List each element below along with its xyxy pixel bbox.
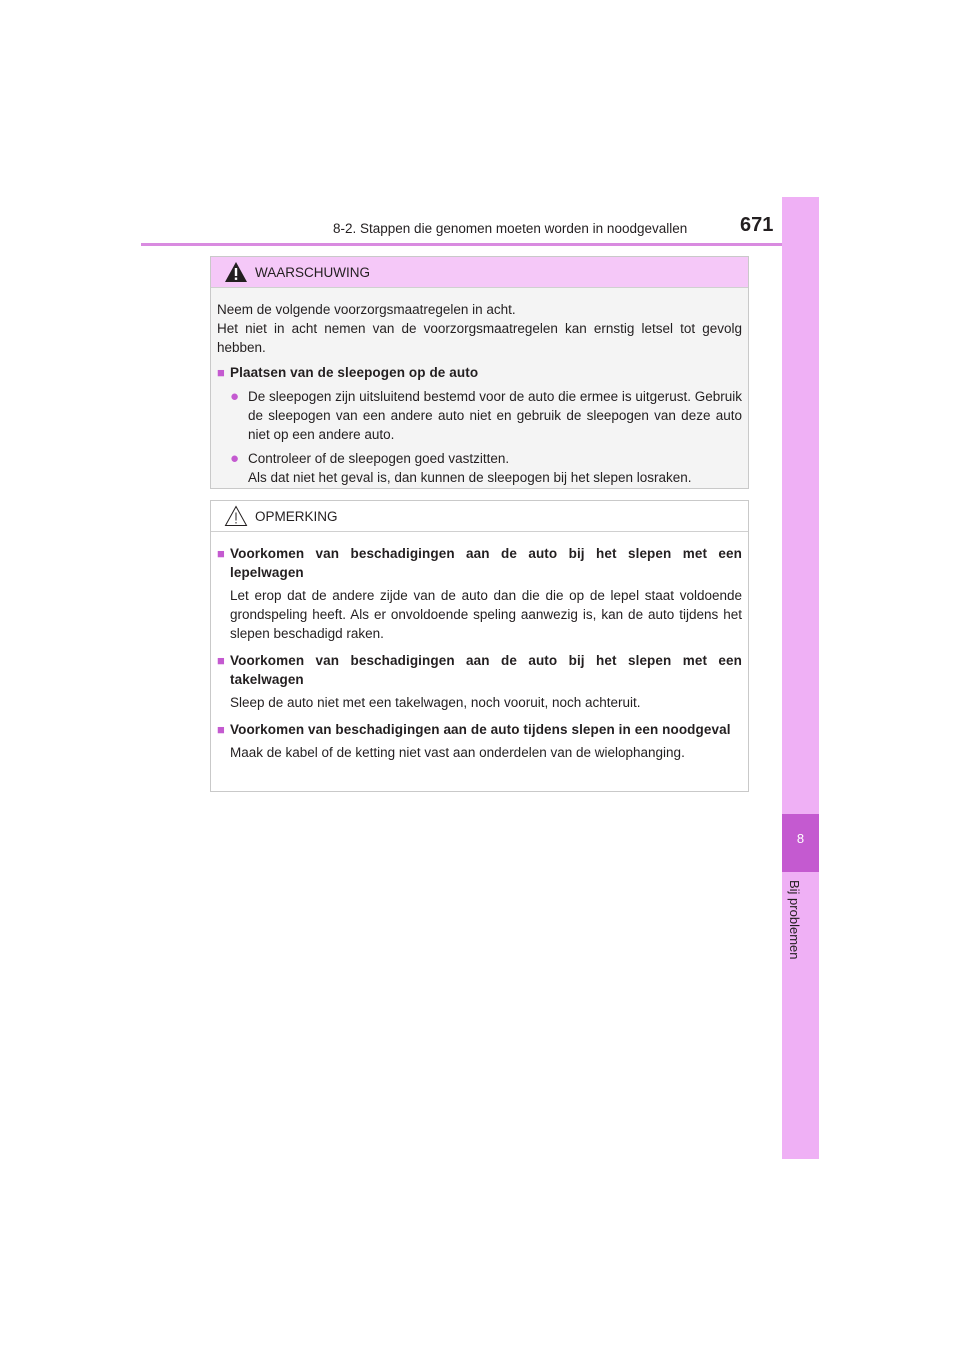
circle-bullet-icon: ● bbox=[230, 450, 240, 467]
chapter-number: 8 bbox=[796, 831, 805, 846]
warning-bullet-text: De sleepogen zijn uitsluitend bestemd voor de auto die ermee is uitgerust. Gebruik de sleepogen van een andere auto niet en gebruik de sleepogen van deze auto niet op een andere auto. bbox=[248, 389, 742, 442]
notice-text: Sleep de auto niet met een takelwagen, noch vooruit, noch achteruit. bbox=[230, 695, 641, 710]
notice-text: Maak de kabel of de ketting niet vast aan onderdelen van de wielophanging. bbox=[230, 745, 685, 760]
notice-heading-text: Voorkomen van beschadigingen aan de auto bij het slepen met een lepelwagen bbox=[230, 546, 742, 580]
warning-bullet bbox=[217, 387, 742, 444]
warning-intro-2: Het niet in acht nemen van de voorzorgsmaatregelen kan ernstig letsel tot gevolg hebben. bbox=[217, 321, 742, 355]
section-title: 8-2. Stappen die genomen moeten worden in noodgevallen bbox=[333, 221, 688, 236]
header-rule bbox=[141, 243, 819, 246]
side-tab bbox=[782, 197, 819, 1159]
notice-title: OPMERKING bbox=[255, 509, 338, 524]
notice-heading bbox=[217, 651, 742, 689]
notice-heading bbox=[217, 544, 742, 582]
square-bullet-icon: ■ bbox=[217, 722, 225, 737]
warning-subheading bbox=[217, 363, 742, 382]
warning-title: WAARSCHUWING bbox=[255, 265, 370, 280]
warning-box bbox=[210, 256, 749, 489]
notice-box bbox=[210, 500, 749, 792]
notice-heading bbox=[217, 720, 742, 739]
notice-triangle-outline-icon bbox=[224, 505, 248, 527]
notice-header bbox=[211, 501, 748, 532]
notice-heading-text: Voorkomen van beschadigingen aan de auto tijdens slepen in een noodgeval bbox=[230, 722, 731, 737]
warning-body bbox=[211, 288, 748, 487]
notice-heading-text: Voorkomen van beschadigingen aan de auto bij het slepen met een takelwagen bbox=[230, 653, 742, 687]
notice-body bbox=[211, 532, 748, 762]
warning-header bbox=[211, 257, 748, 288]
circle-bullet-icon: ● bbox=[230, 388, 240, 405]
square-bullet-icon: ■ bbox=[217, 546, 225, 561]
warning-subheading-text: Plaatsen van de sleepogen op de auto bbox=[230, 365, 479, 380]
warning-intro-1: Neem de volgende voorzorgsmaatregelen in acht. bbox=[217, 302, 516, 317]
warning-triangle-icon bbox=[224, 261, 248, 283]
warning-bullet bbox=[217, 449, 742, 487]
chapter-title: Bij problemen bbox=[787, 880, 802, 960]
square-bullet-icon: ■ bbox=[217, 365, 225, 380]
page-number: 671 bbox=[740, 214, 774, 236]
warning-bullet-text: Als dat niet het geval is, dan kunnen de sleepogen bij het slepen losraken. bbox=[248, 470, 692, 485]
warning-bullet-text: Controleer of de sleepogen goed vastzitten. bbox=[248, 451, 510, 466]
square-bullet-icon: ■ bbox=[217, 653, 225, 668]
notice-text: Let erop dat de andere zijde van de auto dan die die op de lepel staat voldoende grondspeling heeft. Als er onvoldoende speling aanwezig is, kan de auto tijdens het slepen beschadigd raken. bbox=[230, 588, 742, 641]
